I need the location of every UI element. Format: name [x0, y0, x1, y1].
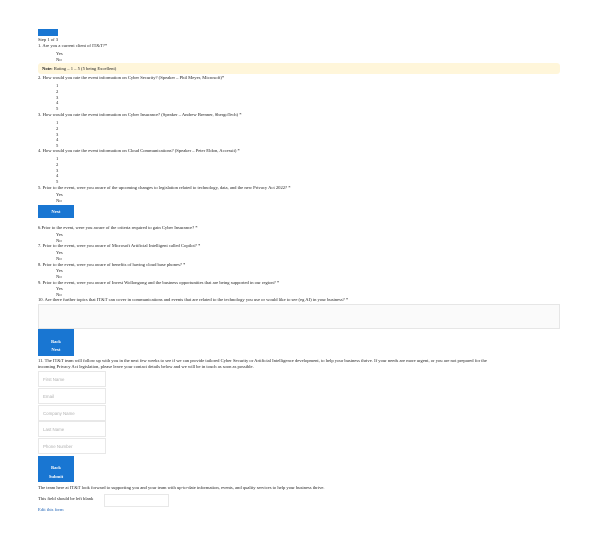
next-button-page1[interactable] — [38, 205, 74, 218]
q5-option-yes[interactable]: Yes — [56, 192, 63, 197]
q1-option-no[interactable]: No — [56, 57, 62, 62]
q3-option-4[interactable]: 4 — [56, 137, 59, 142]
question-11-label-line2: incoming Privacy Act legislation, please leave your contact details below and we will be in touch as soon as possible. — [38, 364, 254, 369]
q9-option-no[interactable]: No — [56, 292, 62, 297]
q8-option-no[interactable]: No — [56, 274, 62, 279]
next-button-page2[interactable]: Next — [51, 347, 61, 352]
first-name-input[interactable]: First Name — [38, 371, 106, 387]
edit-form-link[interactable]: Edit this form — [38, 507, 64, 512]
question-5-label: 5. Prior to the event, were you aware of the upcoming changes to legislation related to technology, data, and the new Privacy Act 2022? * — [38, 185, 291, 190]
question-1-label: 1. Are you a current client of IT&T?* — [38, 43, 108, 48]
honeypot-input[interactable] — [104, 494, 169, 507]
back-button-page3[interactable]: Back — [51, 465, 61, 470]
q3-option-1[interactable]: 1 — [56, 120, 59, 125]
q4-option-1[interactable]: 1 — [56, 156, 59, 161]
question-10-label: 10. Are there further topics that IT&T can cover in communications and events that are related to the technology you use or would like to see (eg AI) in your business? * — [38, 297, 349, 302]
q2-option-5[interactable]: 5 — [56, 106, 59, 111]
phone-number-input[interactable]: Phone Number — [38, 438, 106, 454]
question-8-label: 8. Prior to the event, were you aware of benefits of having cloud base phones? * — [38, 262, 186, 267]
further-topics-textarea[interactable] — [38, 304, 560, 329]
last-name-input[interactable]: Last Name — [38, 421, 106, 437]
q4-option-3[interactable]: 3 — [56, 168, 59, 173]
q7-option-no[interactable]: No — [56, 256, 62, 261]
back-button-page2[interactable]: Back — [51, 339, 61, 344]
question-2-label: 2. How would you rate the event information on Cyber Security? (Speaker – Phil Meyer, Microsoft)* — [38, 75, 225, 80]
q2-option-1[interactable]: 1 — [56, 83, 59, 88]
note-text: Rating – 1 – 5 (5 being Excellent) — [52, 66, 117, 71]
q3-option-2[interactable]: 2 — [56, 126, 59, 131]
q4-option-2[interactable]: 2 — [56, 162, 59, 167]
q1-option-yes[interactable]: Yes — [56, 51, 63, 56]
question-3-label: 3. How would you rate the event information on Cyber Insurance? (Speaker – Andrew Brenner, ShergoTech) * — [38, 112, 242, 117]
q4-option-4[interactable]: 4 — [56, 173, 59, 178]
question-4-label: 4. How would you rate the event information on Cloud Communications? (Speaker – Peter Eldon, Accessit) * — [38, 148, 240, 153]
question-9-label: 9. Prior to the event, were you aware of Invest Wollongong and the business opportunities that are being supported in our region? * — [38, 280, 280, 285]
submit-button[interactable]: Submit — [48, 474, 64, 479]
q8-option-yes[interactable]: Yes — [56, 268, 63, 273]
progress-bar — [38, 29, 58, 36]
q7-option-yes[interactable]: Yes — [56, 250, 63, 255]
step-indicator: Step 1 of 3 — [38, 37, 59, 42]
email-input[interactable]: Email — [38, 388, 106, 404]
q2-option-3[interactable]: 3 — [56, 95, 59, 100]
q3-option-3[interactable]: 3 — [56, 132, 59, 137]
company-name-input[interactable]: Company Name — [38, 405, 106, 421]
honeypot-label: This field should be left blank — [38, 496, 94, 501]
back-next-buttons-page2 — [38, 329, 74, 356]
q2-option-2[interactable]: 2 — [56, 89, 59, 94]
thank-you-text: The team here at IT&T look forward to supporting you and your team with up-to-date information, events, and quality services to help your business thrive. — [38, 485, 325, 490]
q2-option-4[interactable]: 4 — [56, 100, 59, 105]
back-submit-buttons-page3 — [38, 456, 74, 482]
rating-note — [38, 63, 560, 74]
next-button-label: Next — [51, 209, 61, 214]
q3-option-5[interactable]: 5 — [56, 143, 59, 148]
question-6-label: 6.Prior to the event, were you aware of the criteria required to gain Cyber Insurance? * — [38, 225, 198, 230]
q6-option-yes[interactable]: Yes — [56, 232, 63, 237]
question-11-label-line1: 11. The IT&T team will follow up with you in the next few weeks to see if we can provide tailored Cyber Security or Artificial Intelligence development, to help your business thrive. If your needs are more urgent, or you are not prepared for the — [38, 358, 487, 363]
q6-option-no[interactable]: No — [56, 238, 62, 243]
q5-option-no[interactable]: No — [56, 198, 62, 203]
q9-option-yes[interactable]: Yes — [56, 286, 63, 291]
q4-option-5[interactable]: 5 — [56, 179, 59, 184]
note-strong: Note: — [42, 66, 53, 71]
question-7-label: 7. Prior to the event, were you aware of Microsoft Artificial Intelligent called Copilot? * — [38, 243, 201, 248]
